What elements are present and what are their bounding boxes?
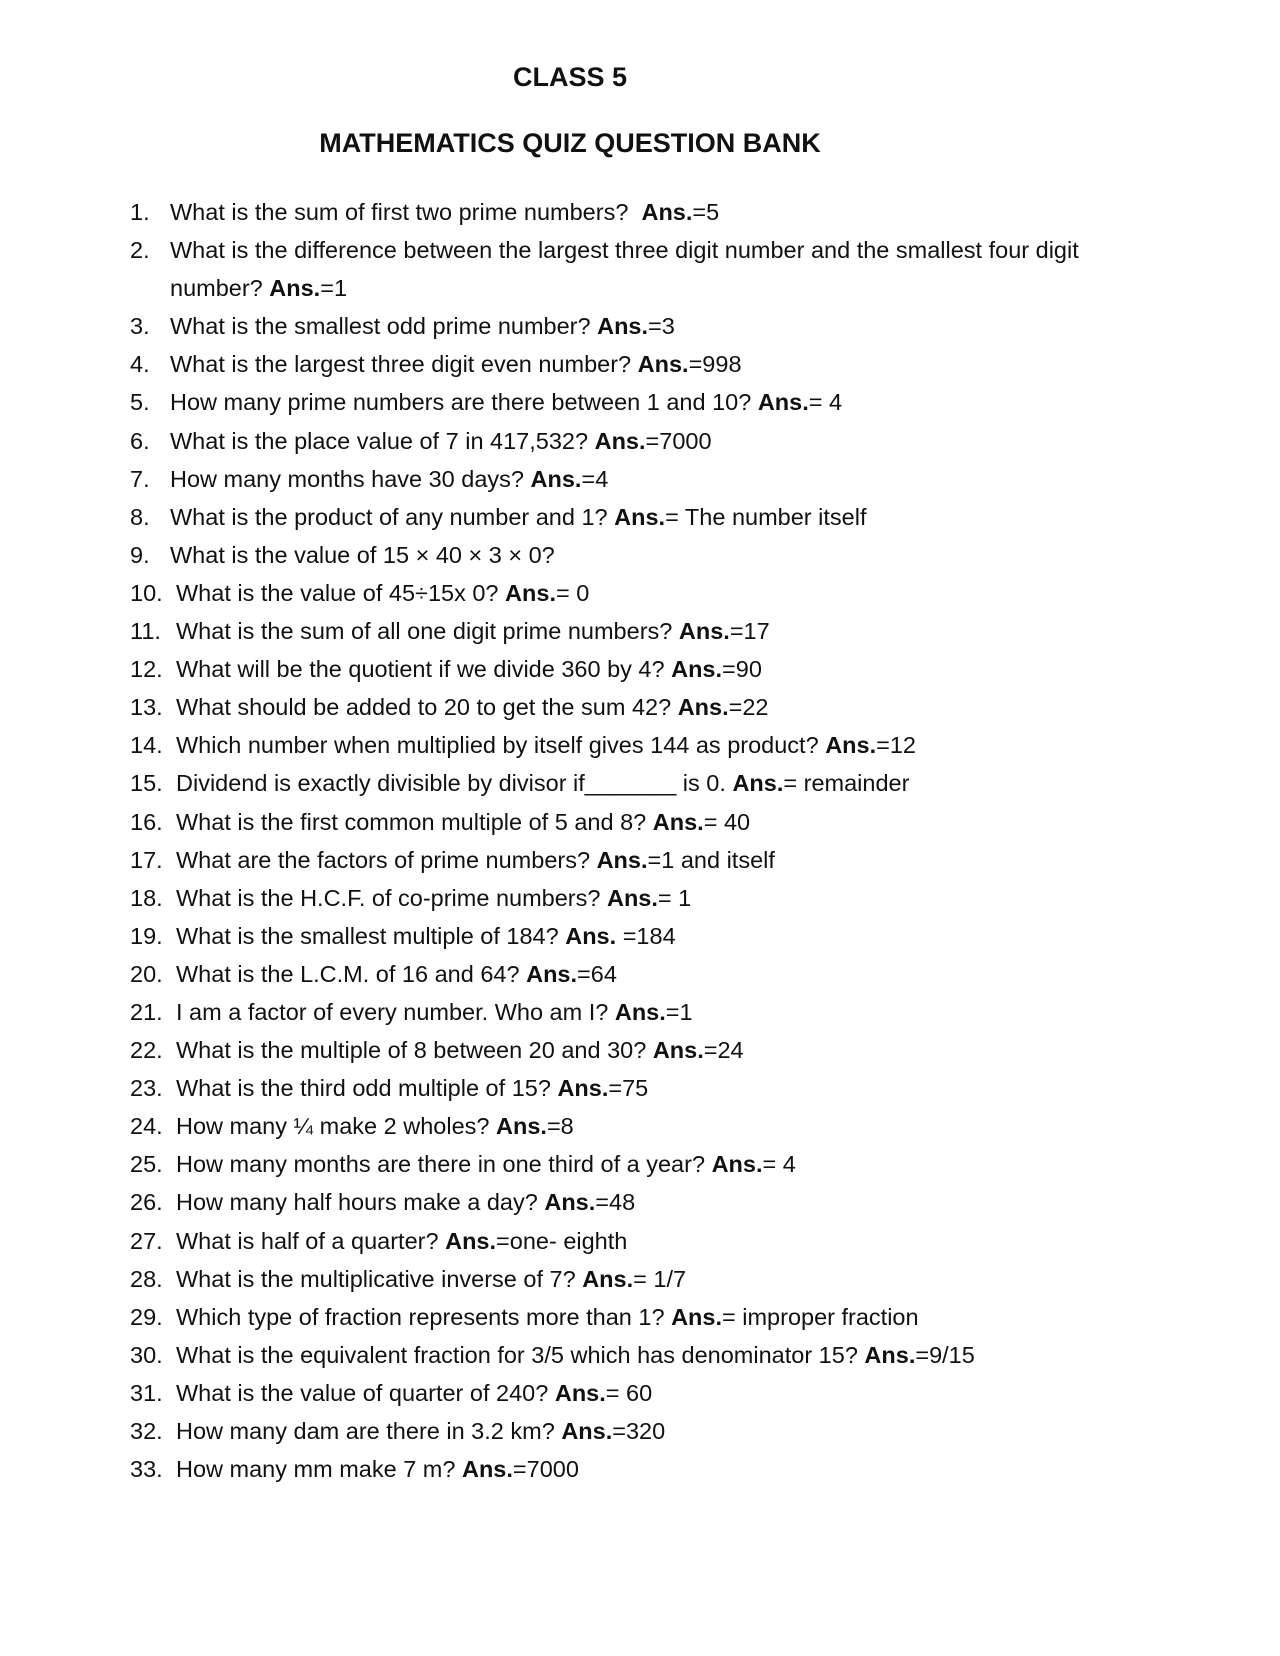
question-text: What is the sum of all one digit prime numbers? <box>176 618 679 645</box>
question-item <box>130 955 1180 993</box>
question-item <box>130 1031 1180 1069</box>
question-item <box>130 1336 1180 1374</box>
question-text: Which number when multiplied by itself gives 144 as product? <box>176 732 826 759</box>
question-item <box>130 231 1180 307</box>
question-number: 5. <box>130 389 150 416</box>
question-item <box>130 307 1180 345</box>
answer-value: =184 <box>616 922 676 949</box>
question-text: What is the smallest multiple of 184? <box>176 922 566 949</box>
answer-value: =one- eighth <box>496 1227 628 1254</box>
question-body <box>170 231 1130 307</box>
question-item <box>130 383 1180 421</box>
answer-label: Ans. <box>614 998 666 1025</box>
answer-value: = 60 <box>605 1379 653 1406</box>
question-number: 8. <box>130 503 150 530</box>
question-item <box>130 460 1180 498</box>
question-body <box>170 422 1130 460</box>
answer-value: = 1 <box>657 884 692 911</box>
answer-value: =1 <box>665 998 693 1025</box>
question-item <box>130 917 1180 955</box>
answer-label: Ans. <box>505 579 556 606</box>
answer-label: Ans. <box>461 1456 513 1483</box>
question-item <box>130 574 1180 612</box>
answer-label: Ans. <box>561 1418 613 1444</box>
question-item <box>130 1183 1180 1221</box>
answer-value: = remainder <box>783 770 910 797</box>
answer-value: =75 <box>608 1075 649 1102</box>
question-text: How many half hours make a day? <box>176 1189 545 1216</box>
question-body <box>176 955 1136 993</box>
question-number: 11. <box>130 618 161 645</box>
question-number: 28. <box>130 1265 163 1292</box>
question-body <box>170 498 1130 536</box>
question-text: What is the L.C.M. of 16 and 64? <box>176 960 527 987</box>
answer-value: = The number itself <box>665 503 867 530</box>
question-text: What will be the quotient if we divide 360 by 4? <box>176 656 672 683</box>
question-number: 4. <box>130 351 150 378</box>
answer-label: Ans. <box>526 960 578 987</box>
question-item <box>130 1450 1180 1488</box>
question-item <box>130 650 1180 688</box>
answer-label: Ans. <box>596 846 648 873</box>
question-text: What should be added to 20 to get the sum 42? <box>176 694 678 721</box>
question-number: 17. <box>130 846 163 873</box>
answer-value: =9/15 <box>915 1341 975 1368</box>
question-number: 33. <box>130 1456 163 1483</box>
question-body <box>176 650 1136 688</box>
question-text: What is the equivalent fraction for 3/5 which has denominator 15? <box>176 1341 865 1368</box>
question-item <box>130 612 1180 650</box>
question-body <box>176 612 1136 650</box>
question-item <box>130 1222 1180 1260</box>
question-number: 30. <box>130 1341 163 1368</box>
question-number: 16. <box>130 808 163 835</box>
question-text: How many months have 30 days? <box>170 465 531 492</box>
question-text: What is the sum of first two prime numbers? <box>170 199 642 225</box>
question-body <box>176 879 1136 917</box>
answer-label: Ans. <box>677 694 729 721</box>
question-text: How many months are there in one third of a year? <box>176 1151 712 1178</box>
answer-value: = improper fraction <box>722 1303 919 1330</box>
question-number: 27. <box>130 1227 163 1254</box>
question-text: What is the largest three digit even number? <box>170 351 638 378</box>
question-item <box>130 764 1180 802</box>
question-number: 18. <box>130 884 163 911</box>
answer-label: Ans. <box>597 313 649 340</box>
question-item <box>130 1260 1180 1298</box>
question-text: What is the third odd multiple of 15? <box>176 1075 558 1102</box>
question-item <box>130 498 1180 536</box>
question-number: 2. <box>130 237 150 264</box>
answer-label: Ans. <box>614 503 666 530</box>
question-body <box>176 726 1136 764</box>
question-item <box>130 536 1180 574</box>
question-number: 26. <box>130 1189 163 1216</box>
answer-label: Ans. <box>864 1341 916 1368</box>
question-text: What is the multiple of 8 between 20 and 30? <box>176 1037 653 1064</box>
answer-value: =1 and itself <box>647 846 775 873</box>
question-number: 25. <box>130 1151 163 1178</box>
answer-value: =90 <box>722 656 762 683</box>
question-number: 15. <box>130 770 163 797</box>
question-body <box>176 1298 1136 1336</box>
question-item <box>130 1298 1180 1336</box>
question-body <box>176 1412 1136 1450</box>
question-number: 6. <box>130 427 150 454</box>
question-number: 14. <box>130 732 163 759</box>
question-number: 31. <box>130 1379 163 1406</box>
question-text: I am a factor of every number. Who am I? <box>176 998 615 1025</box>
question-number: 12. <box>130 656 163 683</box>
question-number: 22. <box>130 1037 163 1064</box>
question-item <box>130 422 1180 460</box>
answer-label: Ans. <box>671 1303 722 1330</box>
question-body <box>176 1222 1136 1260</box>
answer-value: =1 <box>320 275 348 302</box>
question-text: How many prime numbers are there between 1 and 10? <box>170 389 758 416</box>
answer-value: =5 <box>692 199 720 225</box>
question-body <box>176 688 1136 726</box>
question-body <box>176 1183 1136 1221</box>
question-body <box>176 1145 1136 1183</box>
question-body <box>170 307 1130 345</box>
question-item <box>130 1374 1180 1412</box>
question-text: What is the place value of 7 in 417,532? <box>170 427 595 454</box>
question-body <box>176 1374 1136 1412</box>
question-item <box>130 345 1180 383</box>
question-text: What are the factors of prime numbers? <box>176 846 597 873</box>
question-body <box>176 993 1136 1031</box>
question-list <box>130 193 1180 1488</box>
question-item <box>130 1107 1180 1145</box>
question-item <box>130 1069 1180 1107</box>
answer-value: =7000 <box>512 1456 579 1483</box>
question-body <box>170 345 1130 383</box>
answer-label: Ans. <box>496 1113 547 1140</box>
question-number: 21. <box>130 998 163 1025</box>
answer-value: = 0 <box>555 579 590 606</box>
question-text: What is the first common multiple of 5 and 8? <box>176 808 653 835</box>
question-text: What is the smallest odd prime number? <box>170 313 598 340</box>
answer-label: Ans. <box>757 389 809 416</box>
answer-label: Ans. <box>732 770 784 797</box>
answer-value: =320 <box>612 1418 666 1444</box>
answer-value: =22 <box>728 694 769 721</box>
answer-value: =12 <box>876 732 916 759</box>
question-text: What is the value of 15 × 40 × 3 × 0? <box>170 541 555 568</box>
question-item <box>130 193 1180 231</box>
question-number: 29. <box>130 1303 163 1330</box>
question-number: 23. <box>130 1075 163 1102</box>
question-text: Which type of fraction represents more than 1? <box>176 1303 672 1330</box>
question-body <box>176 1107 1136 1145</box>
answer-label: Ans. <box>594 427 646 454</box>
question-text: What is half of a quarter? <box>176 1227 446 1254</box>
answer-label: Ans. <box>269 275 321 302</box>
answer-label: Ans. <box>641 199 693 225</box>
answer-label: Ans. <box>565 922 617 949</box>
question-number: 32. <box>130 1418 163 1444</box>
question-text: How many mm make 7 m? <box>176 1456 462 1483</box>
answer-label: Ans. <box>554 1379 606 1406</box>
question-body <box>176 574 1136 612</box>
question-body <box>176 1450 1136 1488</box>
answer-label: Ans. <box>606 884 658 911</box>
answer-label: Ans. <box>637 351 689 378</box>
answer-value: =8 <box>546 1113 574 1140</box>
question-item <box>130 688 1180 726</box>
question-number: 7. <box>130 465 150 492</box>
answer-value: = 40 <box>703 808 751 835</box>
question-item <box>130 1412 1180 1450</box>
question-text: What is the product of any number and 1? <box>170 503 615 530</box>
answer-value: =64 <box>577 960 617 987</box>
question-text: What is the value of quarter of 240? <box>176 1379 555 1406</box>
question-body <box>176 1031 1136 1069</box>
answer-label: Ans. <box>678 618 730 645</box>
answer-label: Ans. <box>652 1037 704 1064</box>
class-title: CLASS 5 <box>512 62 628 92</box>
answer-value: = 4 <box>808 389 843 416</box>
answer-value: =7000 <box>645 427 712 454</box>
answer-label: Ans. <box>544 1189 596 1216</box>
question-body <box>176 764 1136 802</box>
question-text: What is the difference between the largest three digit number and the smallest four digit number? <box>170 237 1086 302</box>
answer-label: Ans. <box>557 1075 609 1102</box>
answer-label: Ans. <box>652 808 704 835</box>
question-text: What is the multiplicative inverse of 7? <box>176 1265 583 1292</box>
answer-label: Ans. <box>582 1265 634 1292</box>
question-item <box>130 803 1180 841</box>
answer-value: =48 <box>595 1189 636 1216</box>
answer-value: =4 <box>581 465 609 492</box>
question-body <box>170 383 1130 421</box>
question-text: What is the value of 45÷15x 0? <box>176 579 506 606</box>
question-body <box>170 193 1130 231</box>
question-body <box>176 1336 1136 1374</box>
question-item <box>130 841 1180 879</box>
question-number: 24. <box>130 1113 163 1140</box>
question-item <box>130 1145 1180 1183</box>
question-text: How many ¼ make 2 wholes? <box>176 1113 497 1140</box>
question-text: How many dam are there in 3.2 km? <box>176 1418 562 1444</box>
question-body <box>170 460 1130 498</box>
question-text: Dividend is exactly divisible by divisor if_______ is 0. <box>176 770 733 797</box>
answer-value: = 4 <box>762 1151 796 1178</box>
answer-label: Ans. <box>671 656 723 683</box>
question-number: 10. <box>130 579 163 606</box>
answer-value: =3 <box>648 313 675 340</box>
answer-label: Ans. <box>711 1151 763 1178</box>
question-body <box>176 803 1136 841</box>
question-number: 20. <box>130 960 163 987</box>
question-number: 13. <box>130 694 163 721</box>
question-body <box>176 1069 1136 1107</box>
question-body <box>176 841 1136 879</box>
question-number: 3. <box>130 313 150 340</box>
question-body <box>176 1260 1136 1298</box>
question-item <box>130 726 1180 764</box>
answer-value: = 1/7 <box>633 1265 687 1292</box>
question-number: 9. <box>130 541 150 568</box>
answer-value: =24 <box>703 1037 744 1064</box>
answer-label: Ans. <box>825 732 877 759</box>
question-item <box>130 993 1180 1031</box>
answer-label: Ans. <box>445 1227 497 1254</box>
question-body <box>176 917 1136 955</box>
question-item <box>130 879 1180 917</box>
question-body <box>170 536 1130 574</box>
question-text: What is the H.C.F. of co-prime numbers? <box>176 884 607 911</box>
page-title: MATHEMATICS QUIZ QUESTION BANK <box>319 128 821 158</box>
answer-value: =17 <box>729 618 770 645</box>
answer-value: =998 <box>688 351 742 378</box>
question-number: 1. <box>130 199 150 225</box>
answer-label: Ans. <box>530 465 582 492</box>
question-number: 19. <box>130 922 163 949</box>
